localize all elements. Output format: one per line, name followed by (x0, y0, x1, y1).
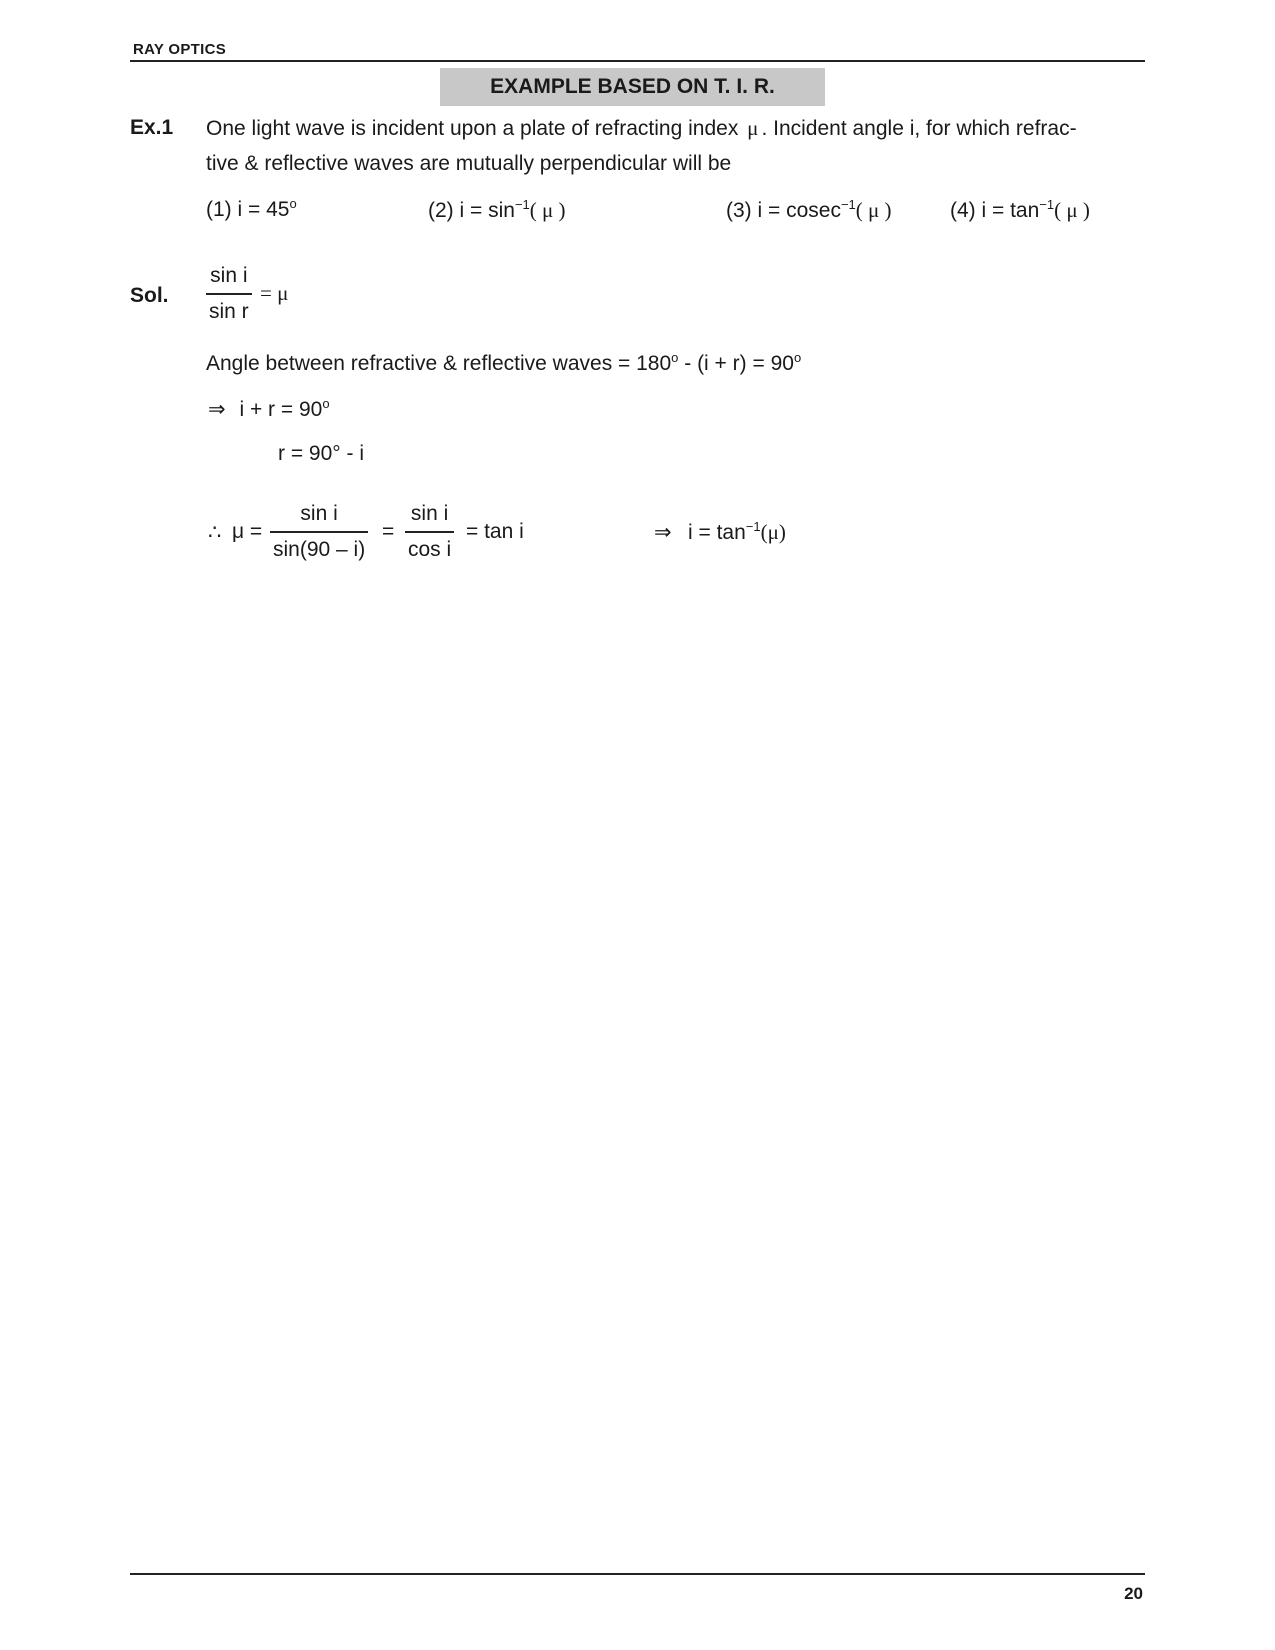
option-4-text: (4) i = tan (950, 199, 1040, 222)
option-4-post: ( μ ) (1054, 198, 1090, 222)
implies-arrow-icon: ⇒ (654, 520, 672, 544)
solution-label: Sol. (130, 284, 169, 307)
fraction-1-numerator: sin i (300, 502, 338, 525)
final-result (688, 520, 786, 545)
option-3 (726, 198, 892, 223)
option-2-text: (2) i = sin (428, 199, 515, 222)
section-banner: EXAMPLE BASED ON T. I. R. (440, 68, 825, 106)
question-text-b: . Incident angle i, for which refrac- (761, 117, 1077, 140)
result-sup: −1 (745, 519, 761, 534)
snell-denominator: sin r (209, 299, 249, 323)
option-4 (950, 198, 1090, 223)
header-rule (130, 60, 1145, 62)
mu-equals: μ = (232, 520, 263, 543)
fraction-sin-over-sin90 (270, 502, 368, 562)
r-equation: r = 90° - i (278, 442, 365, 465)
option-3-text: (3) i = cosec (726, 199, 841, 222)
option-2-sup: −1 (514, 197, 530, 212)
implies-text: i + r = 90 (239, 398, 323, 421)
fraction-1-denominator: sin(90 – i) (273, 537, 366, 561)
option-1-sup: o (289, 196, 297, 211)
example-label: Ex.1 (130, 116, 174, 139)
option-3-post: ( μ ) (855, 198, 892, 222)
therefore-icon: ∴ (208, 520, 222, 544)
question-line-1 (206, 116, 1077, 141)
fraction-sin-over-cos (405, 502, 454, 562)
snell-rhs: = μ (260, 281, 289, 305)
fraction-2-denominator: cos i (408, 537, 452, 561)
equals-sign: = (382, 520, 395, 543)
option-2 (428, 198, 566, 223)
option-3-sup: −1 (840, 197, 856, 212)
question-line-2: tive & reflective waves are mutually perpendicular will be (206, 152, 732, 175)
fraction-bar (405, 531, 454, 533)
option-2-post: ( μ ) (529, 198, 566, 222)
angle-text-a: Angle between refractive & reflective waves = 180 (206, 352, 672, 375)
fraction-bar (270, 531, 368, 533)
question-text-a: One light wave is incident upon a plate of refracting index (206, 117, 739, 140)
degree-sup-3: o (322, 396, 330, 411)
angle-between-line (206, 352, 801, 376)
angle-text-b: - (i + r) = 90 (678, 352, 794, 375)
footer-rule (130, 1573, 1145, 1575)
equals-tan-i: = tan i (466, 520, 524, 543)
implies-arrow-icon: ⇒ (208, 397, 226, 421)
result-post: (μ) (760, 520, 786, 544)
running-header: RAY OPTICS (133, 41, 227, 58)
mu-symbol: μ (747, 116, 759, 140)
fraction-2-numerator: sin i (410, 502, 449, 525)
result-text: i = tan (688, 521, 746, 544)
degree-sup-1: o (671, 350, 679, 365)
option-4-sup: −1 (1039, 197, 1055, 212)
degree-sup-2: o (793, 350, 802, 365)
fraction-bar (206, 293, 252, 295)
snell-fraction (206, 264, 252, 324)
page-number: 20 (1124, 1584, 1143, 1603)
option-1-text: (1) i = 45 (206, 198, 290, 221)
option-1 (206, 198, 297, 222)
implies-line-1 (208, 397, 330, 422)
snell-numerator: sin i (210, 264, 248, 287)
